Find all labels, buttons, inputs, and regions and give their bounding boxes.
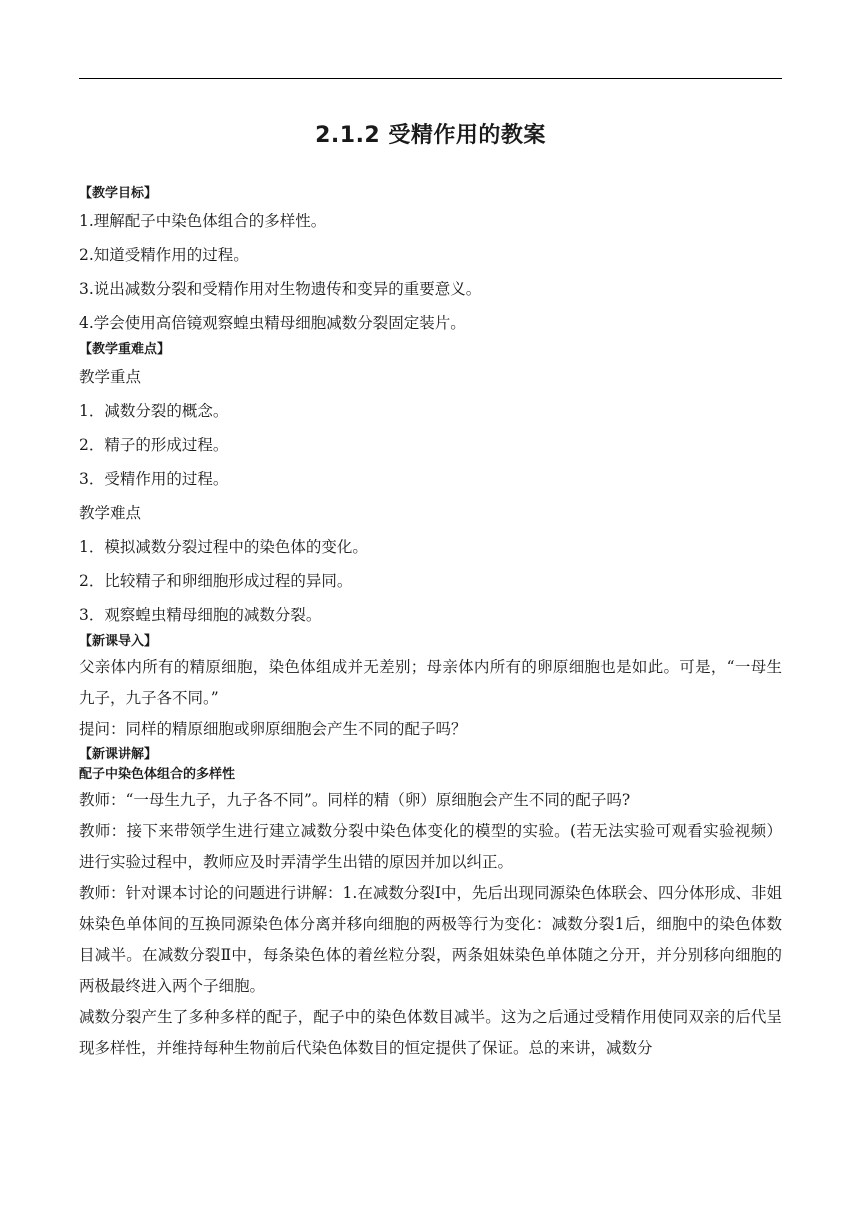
- objective-item: 1.理解配子中染色体组合的多样性。: [79, 212, 327, 230]
- section-heading-key-points: 【教学重难点】: [79, 342, 171, 357]
- difficulty-label: 教学难点: [79, 504, 142, 522]
- intro-paragraph: 父亲体内所有的精原细胞，染色体组成并无差别；母亲体内所有的卵原细胞也是如此。可是，“一母生九子，九子各不同。”: [79, 658, 782, 707]
- document-title: 2.1.2 受精作用的教案: [315, 123, 546, 148]
- objective-item: 2.知道受精作用的过程。: [79, 246, 249, 264]
- focus-item: 2．精子的形成过程。: [79, 436, 229, 454]
- section-heading-lecture: 【新课讲解】: [79, 747, 158, 762]
- difficulty-item: 3．观察蝗虫精母细胞的减数分裂。: [79, 606, 322, 624]
- focus-item: 1．减数分裂的概念。: [79, 402, 229, 420]
- lecture-subheading: 配子中染色体组合的多样性: [79, 767, 236, 782]
- lecture-paragraph: 教师：接下来带领学生进行建立减数分裂中染色体变化的模型的实验。(若无法实验可观看实验视频）进行实验过程中，教师应及时弄清学生出错的原因并加以纠正。: [79, 822, 782, 871]
- lecture-paragraph: 教师：“一母生九子，九子各不同”。同样的精（卵）原细胞会产生不同的配子吗?: [79, 791, 631, 809]
- difficulty-item: 2．比较精子和卵细胞形成过程的异同。: [79, 572, 353, 590]
- document-body: [79, 184, 782, 1064]
- lecture-paragraph: 减数分裂产生了多种多样的配子，配子中的染色体数目减半。这为之后通过受精作用使同双亲的后代呈现多样性，并维持每种生物前后代染色体数目的恒定提供了保证。总的来讲，减数分: [79, 1008, 782, 1057]
- objective-item: 4.学会使用高倍镜观察蝗虫精母细胞减数分裂固定装片。: [79, 314, 466, 332]
- header-rule: [79, 78, 782, 79]
- intro-question: 提问：同样的精原细胞或卵原细胞会产生不同的配子吗？: [79, 720, 467, 738]
- lecture-paragraph: 教师：针对课本讨论的问题进行讲解：1.在减数分裂Ⅰ中，先后出现同源染色体联会、四分体形成、非姐妹染色单体间的互换同源染色体分离并移向细胞的两极等行为变化：减数分裂1后，细胞中的染色体数目减半。在减数分裂Ⅱ中，每条染色体的着丝粒分裂，两条姐妹染色单体随之分开，并分别移向细胞的两极最终进入两个子细胞。: [79, 884, 782, 995]
- focus-label: 教学重点: [79, 368, 142, 386]
- section-heading-intro: 【新课导入】: [79, 634, 158, 649]
- difficulty-item: 1．模拟减数分裂过程中的染色体的变化。: [79, 538, 368, 556]
- section-heading-objectives: 【教学目标】: [79, 186, 158, 201]
- objective-item: 3.说出减数分裂和受精作用对生物遗传和变异的重要意义。: [79, 280, 482, 298]
- focus-item: 3．受精作用的过程。: [79, 470, 229, 488]
